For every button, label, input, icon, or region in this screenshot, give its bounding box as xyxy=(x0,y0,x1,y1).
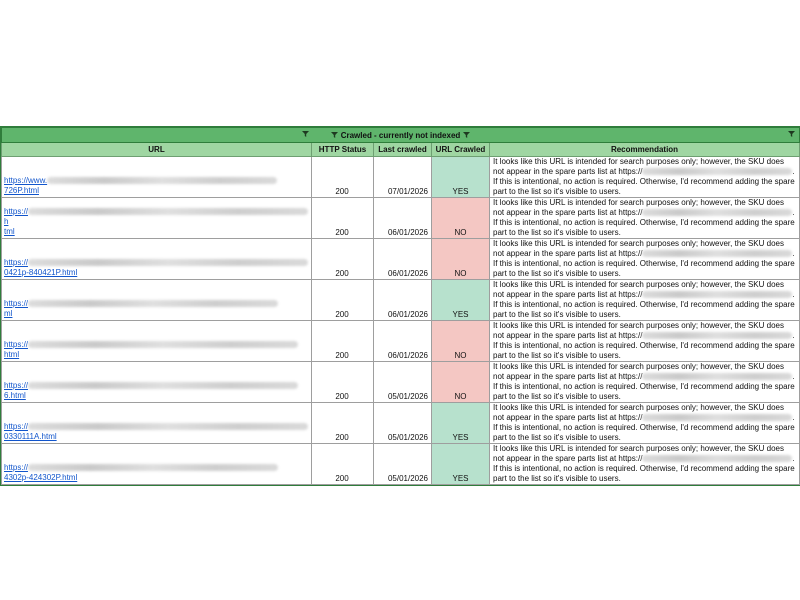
url-crawled-cell[interactable]: YES xyxy=(432,280,490,321)
recommendation-text-start: It looks like this URL is intended for search purposes only; however, the SKU does not appear in the spare parts list at https:// xyxy=(493,239,784,258)
url-suffix: 4302p-424302P.html xyxy=(4,473,78,482)
redacted-url-blur xyxy=(642,373,792,380)
redacted-url-blur xyxy=(642,209,792,216)
recommendation-cell[interactable] xyxy=(490,321,800,362)
url-suffix: ml xyxy=(4,309,13,318)
last-crawled-cell[interactable]: 06/01/2026 xyxy=(374,239,432,280)
http-status-cell[interactable]: 200 xyxy=(312,157,374,198)
url-crawled-cell[interactable]: YES xyxy=(432,157,490,198)
redacted-url-blur xyxy=(642,455,792,462)
http-status-cell[interactable]: 200 xyxy=(312,403,374,444)
recommendation-text-end: . If this is intentional, no action is required. Otherwise, I'd recommend adding the spare part to the list so it's visible to users. xyxy=(493,290,795,319)
redacted-url-blur xyxy=(28,464,278,471)
redacted-url-blur xyxy=(642,250,792,257)
table-row xyxy=(2,280,800,321)
recommendation-text-start: It looks like this URL is intended for search purposes only; however, the SKU does not appear in the spare parts list at https:// xyxy=(493,157,784,176)
last-crawled-cell[interactable]: 05/01/2026 xyxy=(374,403,432,444)
http-status-cell[interactable]: 200 xyxy=(312,280,374,321)
redacted-url-blur xyxy=(642,168,792,175)
redacted-url-blur xyxy=(642,332,792,339)
recommendation-text-start: It looks like this URL is intended for search purposes only; however, the SKU does not appear in the spare parts list at https:// xyxy=(493,280,784,299)
filter-icon[interactable] xyxy=(463,132,470,138)
recommendation-cell[interactable] xyxy=(490,157,800,198)
group-header-title: Crawled - currently not indexed xyxy=(340,130,461,140)
url-prefix: https:// xyxy=(4,258,29,267)
crawl-report-table xyxy=(1,127,800,485)
column-header-url-crawled[interactable]: URL Crawled xyxy=(432,143,490,157)
url-prefix: https:// xyxy=(4,463,29,472)
redacted-url-blur xyxy=(642,291,792,298)
url-cell[interactable] xyxy=(2,198,312,239)
url-suffix: 6.html xyxy=(4,391,26,400)
recommendation-text-end: . If this is intentional, no action is required. Otherwise, I'd recommend adding the spare part to the list so it's visible to users. xyxy=(493,249,795,278)
url-prefix: https://www. xyxy=(4,176,48,185)
url-link[interactable] xyxy=(4,463,309,484)
group-header-cell[interactable] xyxy=(2,128,800,143)
recommendation-text-end: . If this is intentional, no action is required. Otherwise, I'd recommend adding the spare part to the list so it's visible to users. xyxy=(493,208,795,237)
url-crawled-cell[interactable]: NO xyxy=(432,198,490,239)
redacted-url-blur xyxy=(28,259,308,266)
http-status-cell[interactable]: 200 xyxy=(312,444,374,485)
last-crawled-cell[interactable]: 06/01/2026 xyxy=(374,280,432,321)
table-row xyxy=(2,239,800,280)
table-row xyxy=(2,198,800,239)
url-cell[interactable] xyxy=(2,157,312,198)
recommendation-text-end: . If this is intentional, no action is required. Otherwise, I'd recommend adding the spare part to the list so it's visible to users. xyxy=(493,167,795,196)
group-header-row xyxy=(2,128,800,143)
url-crawled-cell[interactable]: YES xyxy=(432,403,490,444)
redacted-url-blur xyxy=(28,341,298,348)
recommendation-text-start: It looks like this URL is intended for search purposes only; however, the SKU does not appear in the spare parts list at https:// xyxy=(493,321,784,340)
http-status-cell[interactable]: 200 xyxy=(312,198,374,239)
url-suffix: 726P.html xyxy=(4,186,39,195)
column-header-last-crawled[interactable]: Last crawled xyxy=(374,143,432,157)
column-header-http-status[interactable]: HTTP Status xyxy=(312,143,374,157)
table-row xyxy=(2,444,800,485)
redacted-url-blur xyxy=(47,177,277,184)
redacted-url-blur xyxy=(28,208,308,215)
recommendation-cell[interactable] xyxy=(490,362,800,403)
recommendation-cell[interactable] xyxy=(490,444,800,485)
recommendation-cell[interactable] xyxy=(490,239,800,280)
url-crawled-cell[interactable]: YES xyxy=(432,444,490,485)
url-suffix: html xyxy=(4,350,20,359)
url-link[interactable] xyxy=(4,258,309,279)
column-header-url[interactable]: URL xyxy=(2,143,312,157)
recommendation-cell[interactable] xyxy=(490,198,800,239)
spreadsheet-table xyxy=(0,126,800,486)
url-cell[interactable] xyxy=(2,403,312,444)
recommendation-text-start: It looks like this URL is intended for search purposes only; however, the SKU does not appear in the spare parts list at https:// xyxy=(493,198,784,217)
url-prefix: https:// xyxy=(4,299,29,308)
recommendation-text-start: It looks like this URL is intended for search purposes only; however, the SKU does not appear in the spare parts list at https:// xyxy=(493,403,784,422)
url-link[interactable] xyxy=(4,176,309,197)
url-prefix: https:// xyxy=(4,340,29,349)
recommendation-text-start: It looks like this URL is intended for search purposes only; however, the SKU does not appear in the spare parts list at https:// xyxy=(493,362,784,381)
url-cell[interactable] xyxy=(2,444,312,485)
url-link[interactable] xyxy=(4,422,309,443)
last-crawled-cell[interactable]: 07/01/2026 xyxy=(374,157,432,198)
url-crawled-cell[interactable]: NO xyxy=(432,321,490,362)
table-row xyxy=(2,157,800,198)
recommendation-text-end: . If this is intentional, no action is required. Otherwise, I'd recommend adding the spare part to the list so it's visible to users. xyxy=(493,372,795,401)
url-cell[interactable] xyxy=(2,362,312,403)
column-header-row xyxy=(2,143,800,157)
last-crawled-cell[interactable]: 05/01/2026 xyxy=(374,362,432,403)
http-status-cell[interactable]: 200 xyxy=(312,321,374,362)
redacted-url-blur xyxy=(28,382,298,389)
url-suffix: tml xyxy=(4,227,15,236)
url-suffix: 0330111A.html xyxy=(4,432,57,441)
recommendation-text-end: . If this is intentional, no action is required. Otherwise, I'd recommend adding the spare part to the list so it's visible to users. xyxy=(493,331,795,360)
recommendation-text-start: It looks like this URL is intended for search purposes only; however, the SKU does not appear in the spare parts list at https:// xyxy=(493,444,784,463)
redacted-url-blur xyxy=(28,300,278,307)
table-row xyxy=(2,362,800,403)
filter-icon[interactable] xyxy=(788,131,795,137)
redacted-url-blur xyxy=(642,414,792,421)
url-cell[interactable] xyxy=(2,280,312,321)
column-header-recommendation[interactable]: Recommendation xyxy=(490,143,800,157)
redacted-url-blur xyxy=(28,423,308,430)
recommendation-cell[interactable] xyxy=(490,403,800,444)
url-crawled-cell[interactable]: NO xyxy=(432,362,490,403)
table-row xyxy=(2,403,800,444)
url-link[interactable] xyxy=(4,340,309,361)
url-cell[interactable] xyxy=(2,239,312,280)
url-suffix: 0421p-840421P.html xyxy=(4,268,78,277)
url-prefix: https:// xyxy=(4,381,29,390)
last-crawled-cell[interactable]: 06/01/2026 xyxy=(374,198,432,239)
url-prefix: https:// xyxy=(4,422,29,431)
table-row xyxy=(2,321,800,362)
recommendation-cell[interactable] xyxy=(490,280,800,321)
last-crawled-cell[interactable]: 06/01/2026 xyxy=(374,321,432,362)
http-status-cell[interactable]: 200 xyxy=(312,362,374,403)
url-link[interactable] xyxy=(4,299,309,320)
url-link[interactable]: https://h tml xyxy=(4,207,309,238)
recommendation-text-end: . If this is intentional, no action is required. Otherwise, I'd recommend adding the spare part to the list so it's visible to users. xyxy=(493,454,795,483)
http-status-cell[interactable]: 200 xyxy=(312,239,374,280)
url-crawled-cell[interactable]: NO xyxy=(432,239,490,280)
recommendation-text-end: . If this is intentional, no action is required. Otherwise, I'd recommend adding the spare part to the list so it's visible to users. xyxy=(493,413,795,442)
url-cell[interactable] xyxy=(2,321,312,362)
url-prefix: https:// xyxy=(4,207,29,216)
url-link[interactable] xyxy=(4,381,309,402)
filter-icon[interactable] xyxy=(331,132,338,138)
last-crawled-cell[interactable]: 05/01/2026 xyxy=(374,444,432,485)
filter-icon[interactable] xyxy=(302,131,309,137)
